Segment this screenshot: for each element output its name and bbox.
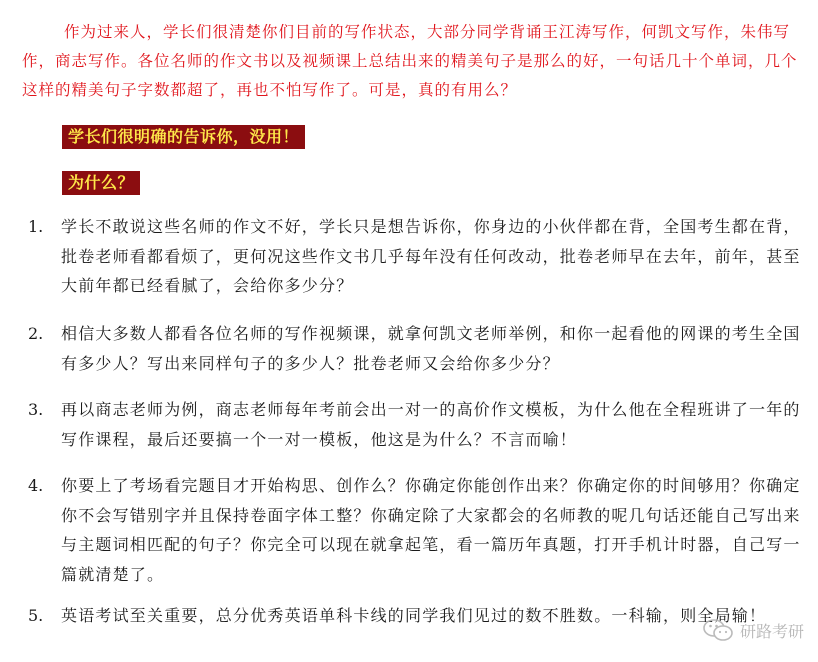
highlight-banner-why: 为什么？ [62, 171, 140, 195]
list-item-number: 4. [28, 476, 44, 495]
list-item-text: 英语考试至关重要，总分优秀英语单科卡线的同学我们见过的数不胜数。一科输，则全局输！ [61, 606, 767, 625]
highlight-banner-answer: 学长们很明确的告诉你，没用！ [62, 125, 305, 149]
list-item-text: 相信大多数人都看各位名师的写作视频课，就拿何凯文老师举例，和你一起看他的网课的考生全国有多少人？写出来同样句子的多少人？批卷老师又会给你多少分？ [61, 324, 801, 373]
intro-paragraph: 作为过来人，学长们很清楚你们目前的写作状态，大部分同学背诵王江涛写作，何凯文写作，朱伟写作，商志写作。各位名师的作文书以及视频课上总结出来的精美句子是那么的好，一句话几十个单词，几个这样的精美句子字数都超了，再也不怕写作了。可是，真的有用么？ [22, 23, 798, 99]
list-item-text: 再以商志老师为例，商志老师每年考前会出一对一的高价作文模板，为什么他在全程班讲了一年的写作课程，最后还要搞一个一对一模板，他这是为什么？不言而喻！ [61, 400, 801, 449]
list-item-text: 学长不敢说这些名师的作文不好，学长只是想告诉你，你身边的小伙伴都在背，全国考生都在背，批卷老师看都看烦了，更何况这些作文书几乎每年没有任何改动，批卷老师早在去年，前年，甚至大前年都已经看腻了，会给你多少分？ [61, 217, 801, 295]
list-item-number: 2. [28, 324, 44, 343]
list-item-number: 5. [28, 606, 44, 625]
list-item-text: 你要上了考场看完题目才开始构思、创作么？你确定你能创作出来？你确定你的时间够用？你确定你不会写错别字并且保持卷面字体工整？你确定除了大家都会的名师教的呢几句话还能自己写出来与主题词相匹配的句子？你完全可以现在就拿起笔，看一篇历年真题，打开手机计时器，自己写一篇就清楚了。 [61, 476, 801, 584]
watermark-label: 研路考研 [739, 621, 804, 641]
list-item-number: 3. [28, 400, 44, 419]
list-item-number: 1. [28, 217, 44, 236]
wechat-icon [702, 618, 734, 642]
source-watermark [702, 618, 804, 642]
